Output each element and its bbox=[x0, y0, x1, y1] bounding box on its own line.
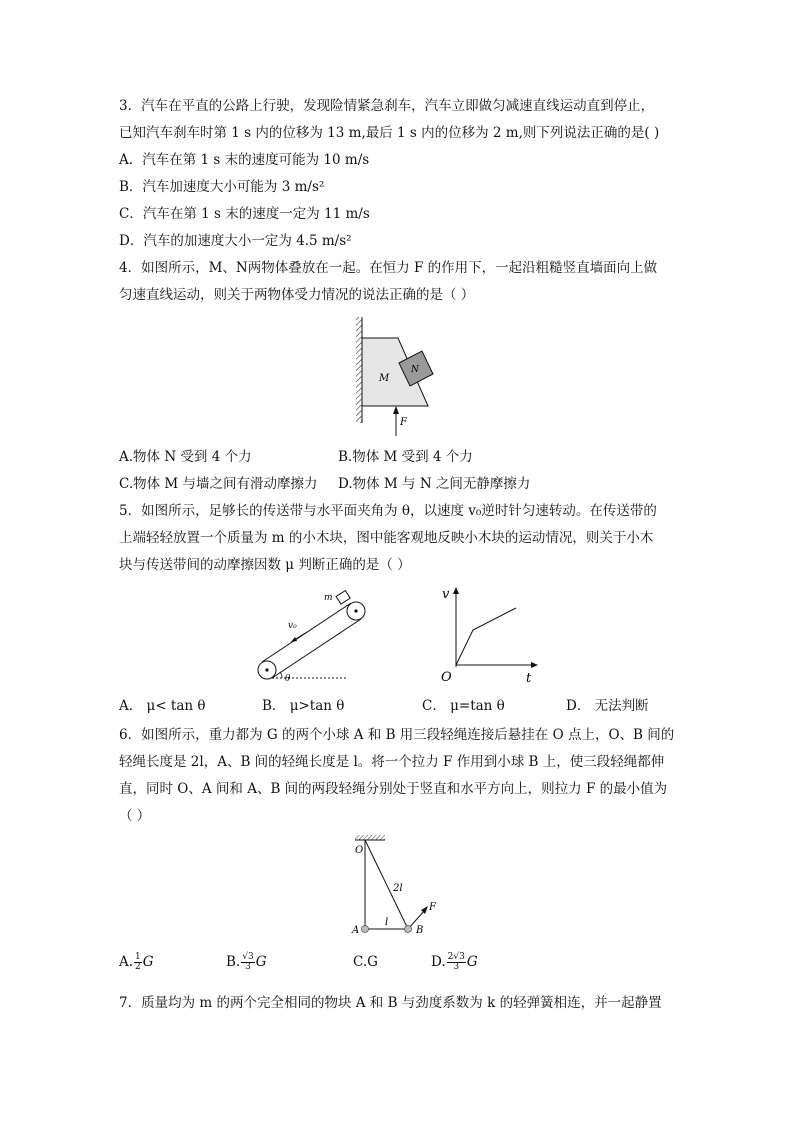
label-2l: 2l bbox=[393, 883, 403, 894]
q6-option-b-denominator: 3 bbox=[245, 962, 251, 972]
q6-option-a bbox=[119, 953, 154, 972]
force-f-arrowhead bbox=[393, 406, 399, 414]
q5-stem-line2: 上端轻轻放置一个质量为 m 的小木块，图中能客观地反映小木块的运动情况，则关于小木 bbox=[119, 530, 654, 546]
q6-option-d-fraction bbox=[447, 953, 466, 972]
q5-conveyor-figure bbox=[250, 586, 380, 686]
q6-option-a-suffix: G bbox=[142, 954, 154, 970]
label-v: v bbox=[442, 587, 450, 602]
q4-stem-line1: 4．如图所示，M、N两物体叠放在一起。在恒力 F 的作用下，一起沿粗糙竖直墙面向上做 bbox=[119, 260, 658, 276]
label-v0: v₀ bbox=[288, 621, 297, 631]
q4-stem-line2: 匀速直线运动，则关于两物体受力情况的说法正确的是（ ） bbox=[119, 287, 475, 303]
q6-option-d-numerator: 2√3 bbox=[447, 952, 465, 962]
upper-pulley-axle bbox=[354, 609, 357, 612]
label-f: F bbox=[429, 902, 436, 913]
q6-option-b-suffix: G bbox=[255, 954, 267, 970]
q3-option-d: D．汽车的加速度大小一定为 4.5 m/s² bbox=[119, 233, 352, 249]
q7-stem-line1: 7．质量均为 m 的两个完全相同的物块 A 和 B 与劲度系数为 k 的轻弹簧相连，并一起静置 bbox=[119, 995, 662, 1011]
q5-option-c: C． μ=tan θ bbox=[422, 698, 505, 714]
q4-figure bbox=[350, 314, 440, 440]
ball-a bbox=[362, 926, 369, 933]
belt-bottom bbox=[272, 619, 361, 678]
angle-arc bbox=[280, 672, 282, 678]
label-t: t bbox=[526, 671, 532, 686]
label-b: B bbox=[416, 925, 424, 936]
velocity-arrowhead bbox=[291, 637, 297, 642]
q6-option-b bbox=[226, 953, 266, 972]
q6-option-a-denominator: 2 bbox=[135, 962, 141, 972]
label-l: l bbox=[385, 917, 389, 928]
q5-stem-line1: 5．如图所示，足够长的传送带与水平面夹角为 θ，以速度 v₀逆时针匀速转动。在传送带的 bbox=[119, 503, 657, 519]
q3-option-c: C．汽车在第 1 s 末的速度一定为 11 m/s bbox=[119, 206, 370, 222]
q6-stem-line1: 6．如图所示，重力都为 G 的两个小球 A 和 B 用三段轻绳连接后悬挂在 O 点上，O、B 间的 bbox=[119, 727, 675, 743]
ball-b bbox=[405, 926, 412, 933]
q5-vt-graph bbox=[438, 584, 548, 686]
q6-stem-line3: 直，同时 O、A 间和 A、B 间的两段轻绳分别处于竖直和水平方向上，则拉力 F 的最小值为 bbox=[119, 781, 668, 797]
q5-option-d: D． 无法判断 bbox=[566, 698, 649, 714]
q3-option-a: A．汽车在第 1 s 末的速度可能为 10 m/s bbox=[119, 152, 370, 168]
q3-stem-line2: 已知汽车刹车时第 1 s 内的位移为 13 m,最后 1 s 内的位移为 2 m,则下列说法正确的是( ) bbox=[119, 125, 660, 141]
ceiling-hatch bbox=[355, 835, 385, 840]
label-m: m bbox=[324, 593, 333, 603]
label-n: N bbox=[411, 365, 419, 375]
q4-option-a: A.物体 N 受到 4 个力 bbox=[119, 449, 252, 465]
v-axis-arrowhead bbox=[453, 587, 459, 594]
q6-option-d-prefix: D. bbox=[431, 954, 446, 970]
q6-option-b-fraction bbox=[241, 953, 254, 972]
q6-option-b-prefix: B. bbox=[226, 954, 241, 970]
q4-option-c: C.物体 M 与墙之间有滑动摩擦力 bbox=[119, 476, 318, 492]
q5-option-a: A． μ< tan θ bbox=[119, 698, 206, 714]
q6-stem-line4: （ ） bbox=[119, 808, 151, 824]
q4-option-b: B.物体 M 受到 4 个力 bbox=[338, 449, 473, 465]
lower-pulley-axle bbox=[265, 668, 268, 671]
t-axis-arrowhead bbox=[531, 662, 538, 668]
label-o: O bbox=[355, 845, 364, 856]
q6-option-d bbox=[431, 953, 478, 972]
q5-option-b: B． μ>tan θ bbox=[262, 698, 345, 714]
small-block-m bbox=[336, 591, 350, 605]
label-origin: O bbox=[441, 670, 452, 685]
label-theta: θ bbox=[285, 674, 291, 684]
q6-option-a-fraction bbox=[134, 953, 142, 972]
velocity-curve bbox=[456, 608, 516, 665]
q4-option-d: D.物体 M 与 N 之间无静摩擦力 bbox=[338, 476, 531, 492]
velocity-arrow bbox=[294, 632, 307, 640]
label-f: F bbox=[400, 417, 407, 428]
q6-option-a-prefix: A. bbox=[119, 954, 134, 970]
q6-option-c: C.G bbox=[353, 954, 378, 970]
q3-stem-line1: 3．汽车在平直的公路上行驶，发现险情紧急刹车，汽车立即做匀减速直线运动直到停止， bbox=[119, 98, 655, 114]
q6-option-a-numerator: 1 bbox=[135, 952, 141, 962]
label-m: M bbox=[379, 373, 390, 384]
wall-hatch bbox=[356, 317, 362, 423]
q6-option-d-suffix: G bbox=[466, 954, 478, 970]
q3-option-b: B．汽车加速度大小可能为 3 m/s² bbox=[119, 179, 325, 195]
q6-option-d-denominator: 3 bbox=[453, 962, 460, 972]
label-a: A bbox=[352, 925, 360, 936]
q6-stem-line2: 轻绳长度是 2l，A、B 间的轻绳长度是 l。将一个拉力 F 作用到小球 B 上，使三段轻绳都伸 bbox=[119, 754, 665, 770]
q6-option-b-numerator: √3 bbox=[242, 952, 254, 962]
q5-stem-line3: 块与传送带间的动摩擦因数 μ 判断正确的是（ ） bbox=[119, 557, 411, 573]
q6-figure bbox=[345, 832, 455, 942]
